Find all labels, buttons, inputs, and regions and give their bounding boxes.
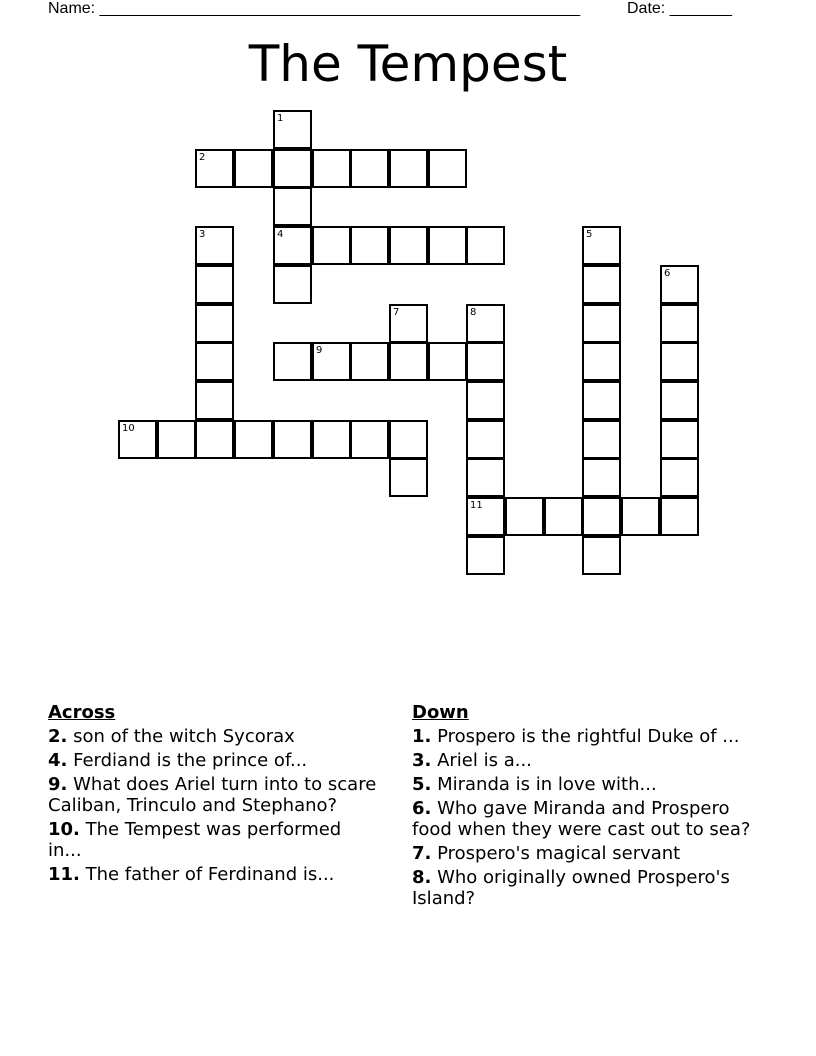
crossword-cell: [660, 265, 699, 304]
clue-item-text: son of the witch Sycorax: [67, 726, 295, 747]
crossword-cell: [350, 226, 389, 265]
crossword-cell: [466, 497, 505, 536]
clue-item-text: The Tempest was performed in...: [48, 819, 342, 861]
crossword-cell: [350, 149, 389, 188]
clue-item-text: Ariel is a...: [431, 750, 532, 771]
clue-item: [412, 843, 762, 864]
crossword-cell: [466, 420, 505, 459]
crossword-cell: [312, 420, 351, 459]
down-heading: Down: [412, 702, 469, 723]
clue-item-number: 1.: [412, 726, 432, 747]
crossword-cell: [428, 342, 467, 381]
clue-item-text: Who originally owned Prospero's Island?: [412, 867, 730, 909]
crossword-cell: [660, 381, 699, 420]
across-clue-list: [48, 726, 378, 885]
clue-number: 4: [277, 229, 284, 240]
crossword-cell: [273, 149, 312, 188]
crossword-cell: [621, 497, 660, 536]
clue-item-number: 11.: [48, 864, 80, 885]
clue-number: 3: [199, 229, 206, 240]
across-heading: Across: [48, 702, 116, 723]
crossword-cell: [582, 342, 621, 381]
clue-item-number: 8.: [412, 867, 432, 888]
crossword-cell: [350, 342, 389, 381]
clue-item: [48, 819, 378, 861]
clue-item-text: Who gave Miranda and Prospero food when they were cast out to sea?: [412, 798, 751, 840]
clue-number: 6: [664, 268, 671, 279]
clue-item: [412, 726, 762, 747]
crossword-cell: [544, 497, 583, 536]
crossword-cell: [466, 536, 505, 575]
crossword-cell: [582, 536, 621, 575]
crossword-cell: [660, 304, 699, 343]
clue-item: [48, 774, 378, 816]
crossword-cell: [312, 342, 351, 381]
down-clues: [412, 702, 762, 912]
clue-item-text: Prospero's magical servant: [431, 843, 681, 864]
clue-item-text: Ferdiand is the prince of...: [67, 750, 308, 771]
crossword-cell: [234, 149, 273, 188]
clue-item-text: Miranda is in love with...: [431, 774, 657, 795]
clue-item: [412, 867, 762, 909]
crossword-cell: [195, 149, 234, 188]
name-field-label: Name: ______________________________________________________: [48, 0, 581, 17]
crossword-cell: [312, 226, 351, 265]
crossword-cell: [273, 342, 312, 381]
crossword-cell: [195, 304, 234, 343]
clue-item: [412, 750, 762, 771]
crossword-cell: [582, 265, 621, 304]
crossword-cell: [234, 420, 273, 459]
crossword-cell: [195, 381, 234, 420]
crossword-cell: [273, 187, 312, 226]
crossword-cell: [118, 420, 157, 459]
crossword-cell: [428, 226, 467, 265]
crossword-cell: [273, 226, 312, 265]
clue-number: 1: [277, 113, 284, 124]
clue-item-number: 10.: [48, 819, 80, 840]
clue-item-number: 9.: [48, 774, 68, 795]
clue-item-number: 2.: [48, 726, 68, 747]
page-title: The Tempest: [248, 35, 568, 93]
clue-item: [412, 798, 762, 840]
crossword-cell: [582, 458, 621, 497]
crossword-cell: [660, 458, 699, 497]
crossword-cell: [466, 304, 505, 343]
crossword-cell: [466, 458, 505, 497]
clue-number: 8: [470, 307, 477, 318]
crossword-cell: [660, 420, 699, 459]
crossword-cell: [582, 381, 621, 420]
down-clue-list: [412, 726, 762, 909]
crossword-cell: [157, 420, 196, 459]
crossword-cell: [660, 497, 699, 536]
crossword-cell: [389, 149, 428, 188]
crossword-cell: [389, 342, 428, 381]
clue-item: [48, 864, 378, 885]
crossword-cell: [273, 110, 312, 149]
crossword-cell: [582, 226, 621, 265]
clue-number: 11: [470, 500, 483, 511]
clue-number: 2: [199, 152, 206, 163]
clue-number: 10: [122, 423, 135, 434]
crossword-cell: [466, 226, 505, 265]
crossword-cell: [660, 342, 699, 381]
crossword-cell: [466, 381, 505, 420]
crossword-cell: [582, 497, 621, 536]
clue-item-text: Prospero is the rightful Duke of ...: [431, 726, 740, 747]
crossword-cell: [389, 304, 428, 343]
crossword-cell: [350, 420, 389, 459]
crossword-cell: [195, 226, 234, 265]
crossword-cell: [582, 304, 621, 343]
crossword-cell: [582, 420, 621, 459]
crossword-cell: [389, 226, 428, 265]
clue-item: [412, 774, 762, 795]
clue-item-text: What does Ariel turn into to scare Caliban, Trinculo and Stephano?: [48, 774, 377, 816]
crossword-cell: [466, 342, 505, 381]
crossword-cell: [312, 149, 351, 188]
crossword-cell: [428, 149, 467, 188]
crossword-cell: [195, 420, 234, 459]
across-clues: [48, 702, 378, 888]
clue-number: 7: [393, 307, 400, 318]
crossword-cell: [505, 497, 544, 536]
crossword-cell: [273, 420, 312, 459]
clue-item-number: 7.: [412, 843, 432, 864]
crossword-cell: [389, 458, 428, 497]
clue-item-number: 4.: [48, 750, 68, 771]
clue-item: [48, 750, 378, 771]
clue-number: 5: [586, 229, 593, 240]
date-field-label: Date: _______: [627, 0, 732, 17]
crossword-cell: [195, 265, 234, 304]
clue-number: 9: [316, 345, 323, 356]
clue-item: [48, 726, 378, 747]
clue-item-number: 3.: [412, 750, 432, 771]
crossword-cell: [195, 342, 234, 381]
clue-item-number: 6.: [412, 798, 432, 819]
clue-item-number: 5.: [412, 774, 432, 795]
crossword-cell: [389, 420, 428, 459]
clue-item-text: The father of Ferdinand is...: [79, 864, 335, 885]
crossword-cell: [273, 265, 312, 304]
